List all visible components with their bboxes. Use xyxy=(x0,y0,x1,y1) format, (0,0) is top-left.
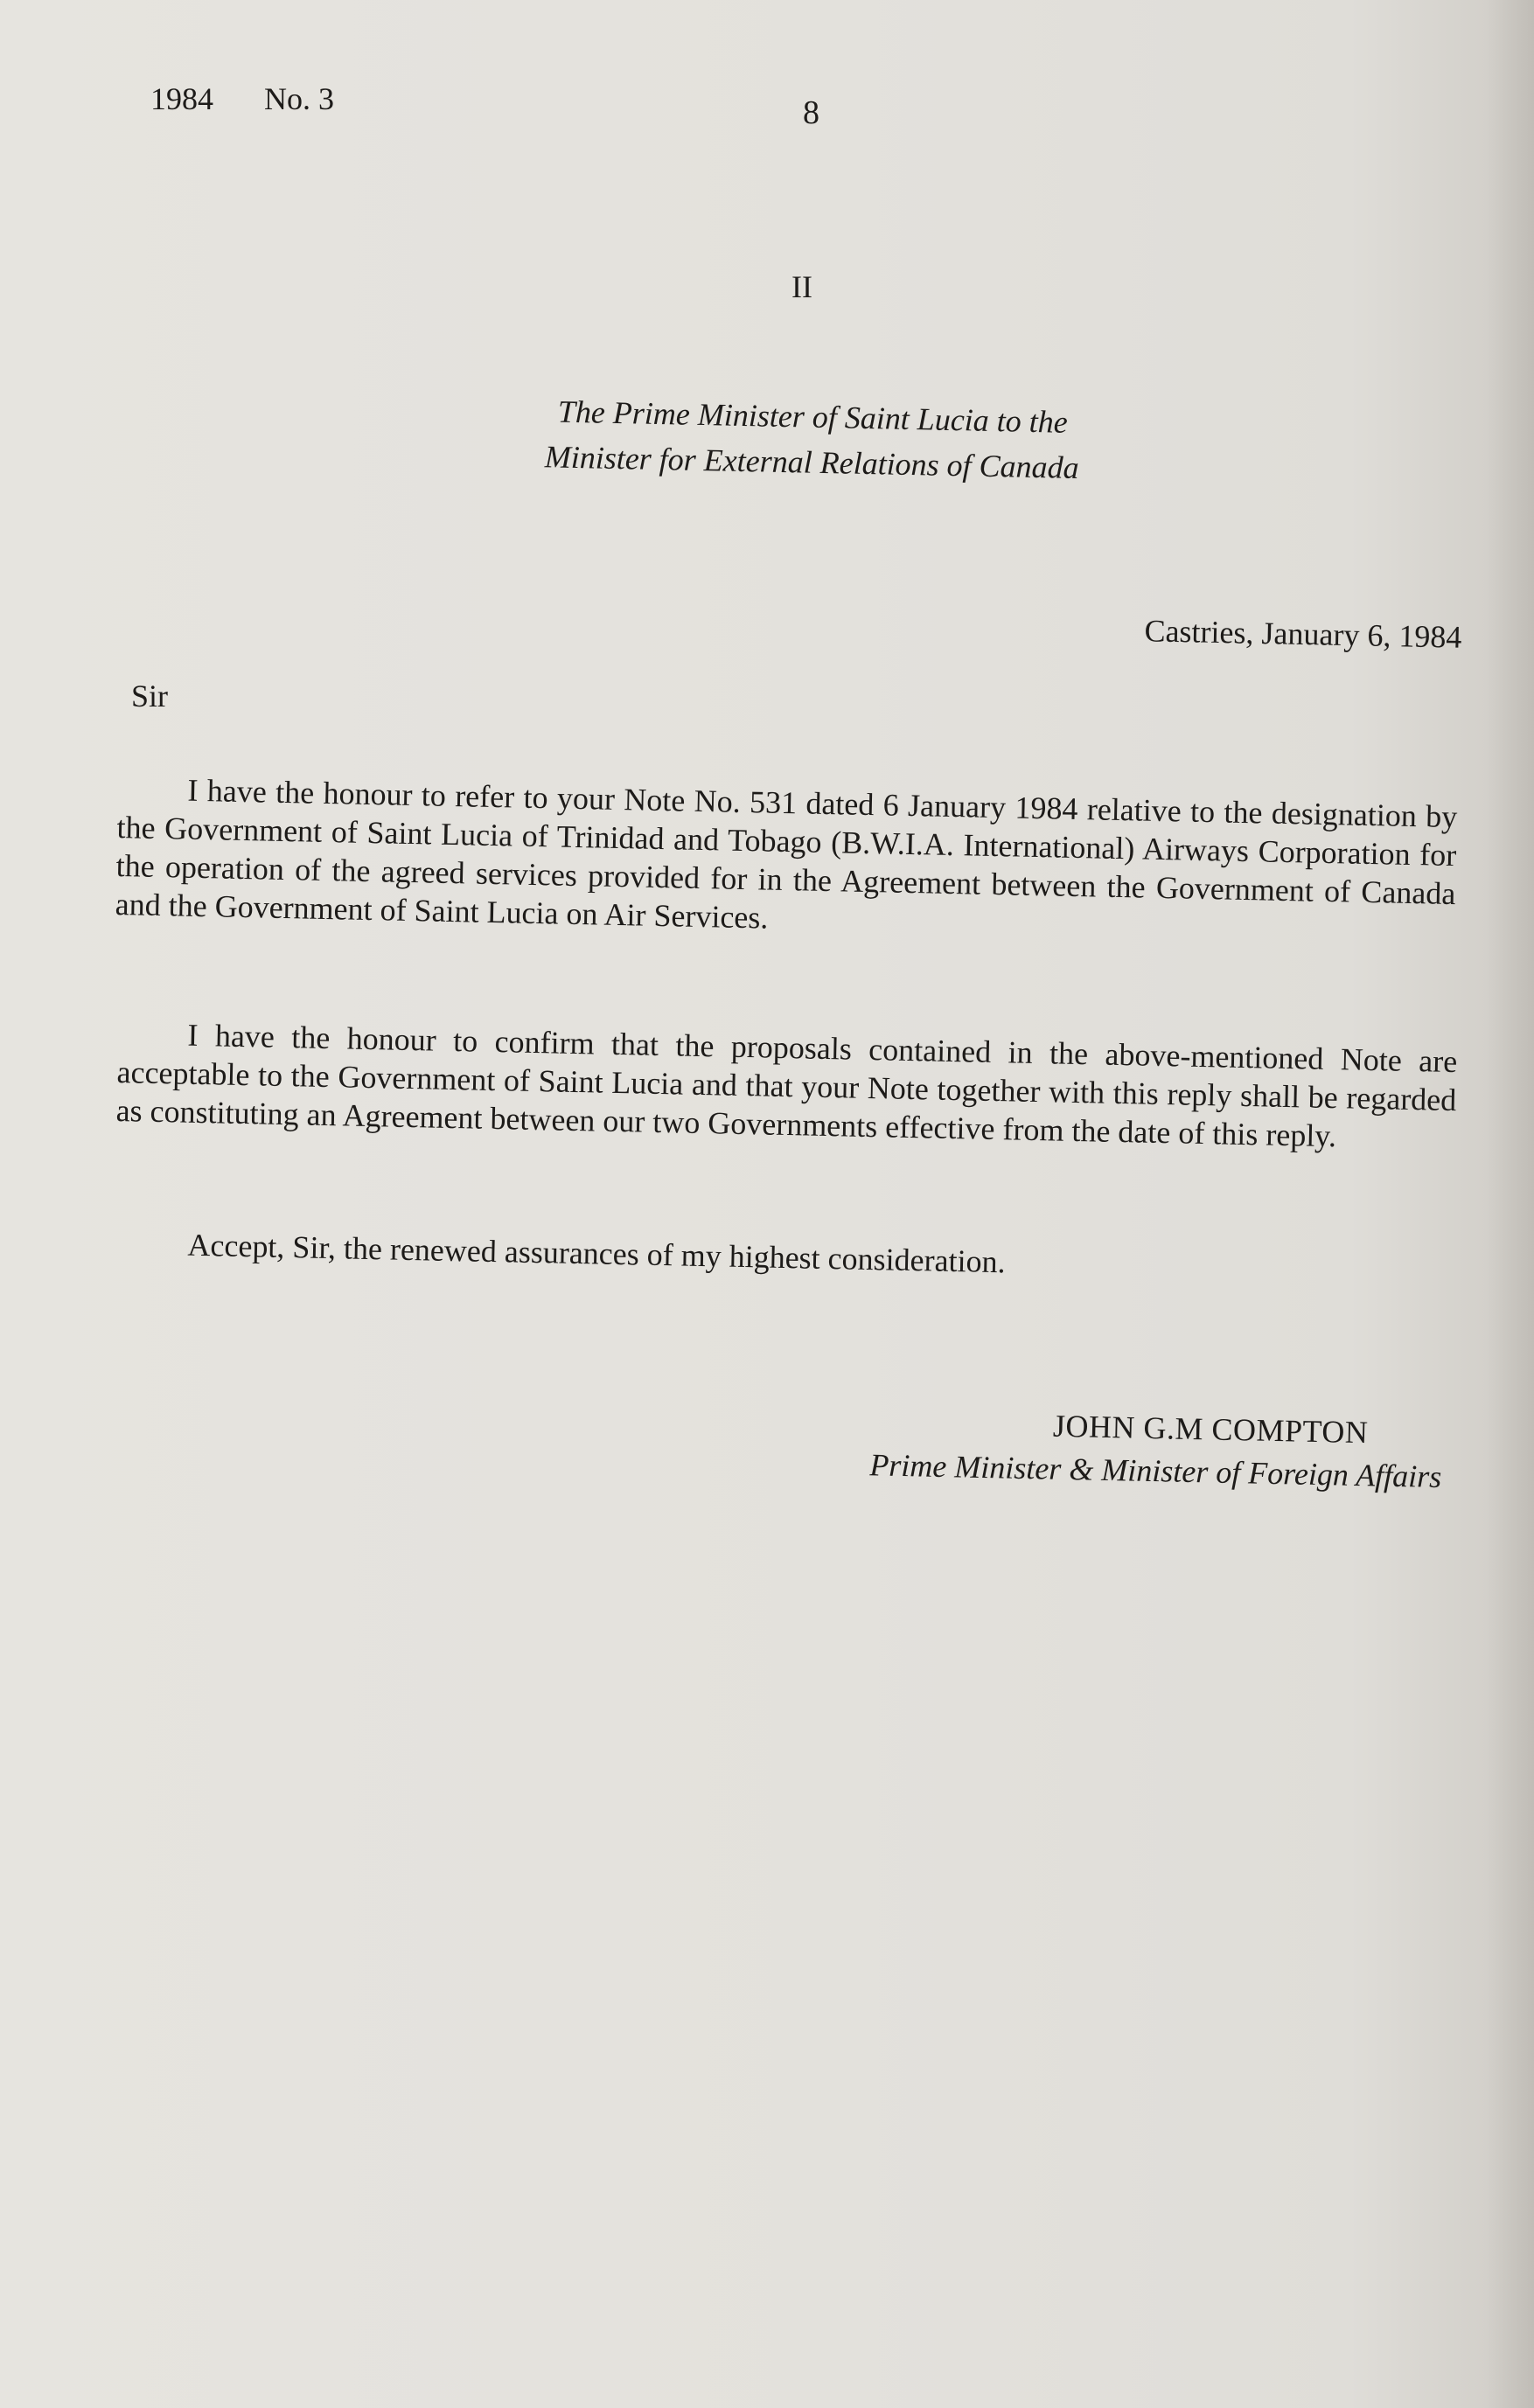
reverse-side-bleed-through xyxy=(131,165,1469,193)
salutation: Sir xyxy=(131,679,169,713)
signatory-name: JOHN G.M COMPTON xyxy=(1052,1408,1369,1451)
header-year: 1984 xyxy=(150,81,213,116)
page-number: 8 xyxy=(803,94,819,131)
body-paragraph: I have the honour to refer to your Note No. 531 dated 6 January 1984 relative to the designation by the Government of Saint Lucia of Trinidad and Tobago (B.W.I.A. International) Airways Corporation for the operation of the agreed services provided for in the Agreement between the Government of Canada and the Government of Saint Lucia on Air Services. xyxy=(115,772,1458,936)
section-numeral: II xyxy=(791,269,812,304)
binding-shadow xyxy=(1486,0,1534,2408)
letter-title xyxy=(366,385,1259,494)
body-paragraph: I have the honour to confirm that the proposals contained in the above-mentioned Note are acceptable to the Government of Saint Lucia and that your Note together with this reply shall be regarded as constituting an Agreement between our two Governments effective from the date of this reply. xyxy=(115,1017,1458,1154)
header-number: No. 3 xyxy=(264,81,334,116)
dateline: Castries, January 6, 1984 xyxy=(1144,613,1462,655)
letter-title-line-1: The Prime Minister of Saint Lucia to the xyxy=(557,393,1069,440)
closing-paragraph: Accept, Sir, the renewed assurances of my highest consideration. xyxy=(187,1227,1007,1280)
signatory-title: Prime Minister & Minister of Foreign Affairs xyxy=(869,1447,1442,1494)
signature-block xyxy=(689,1397,1443,1499)
letter-title-line-2: Minister for External Relations of Canada xyxy=(544,439,1080,486)
